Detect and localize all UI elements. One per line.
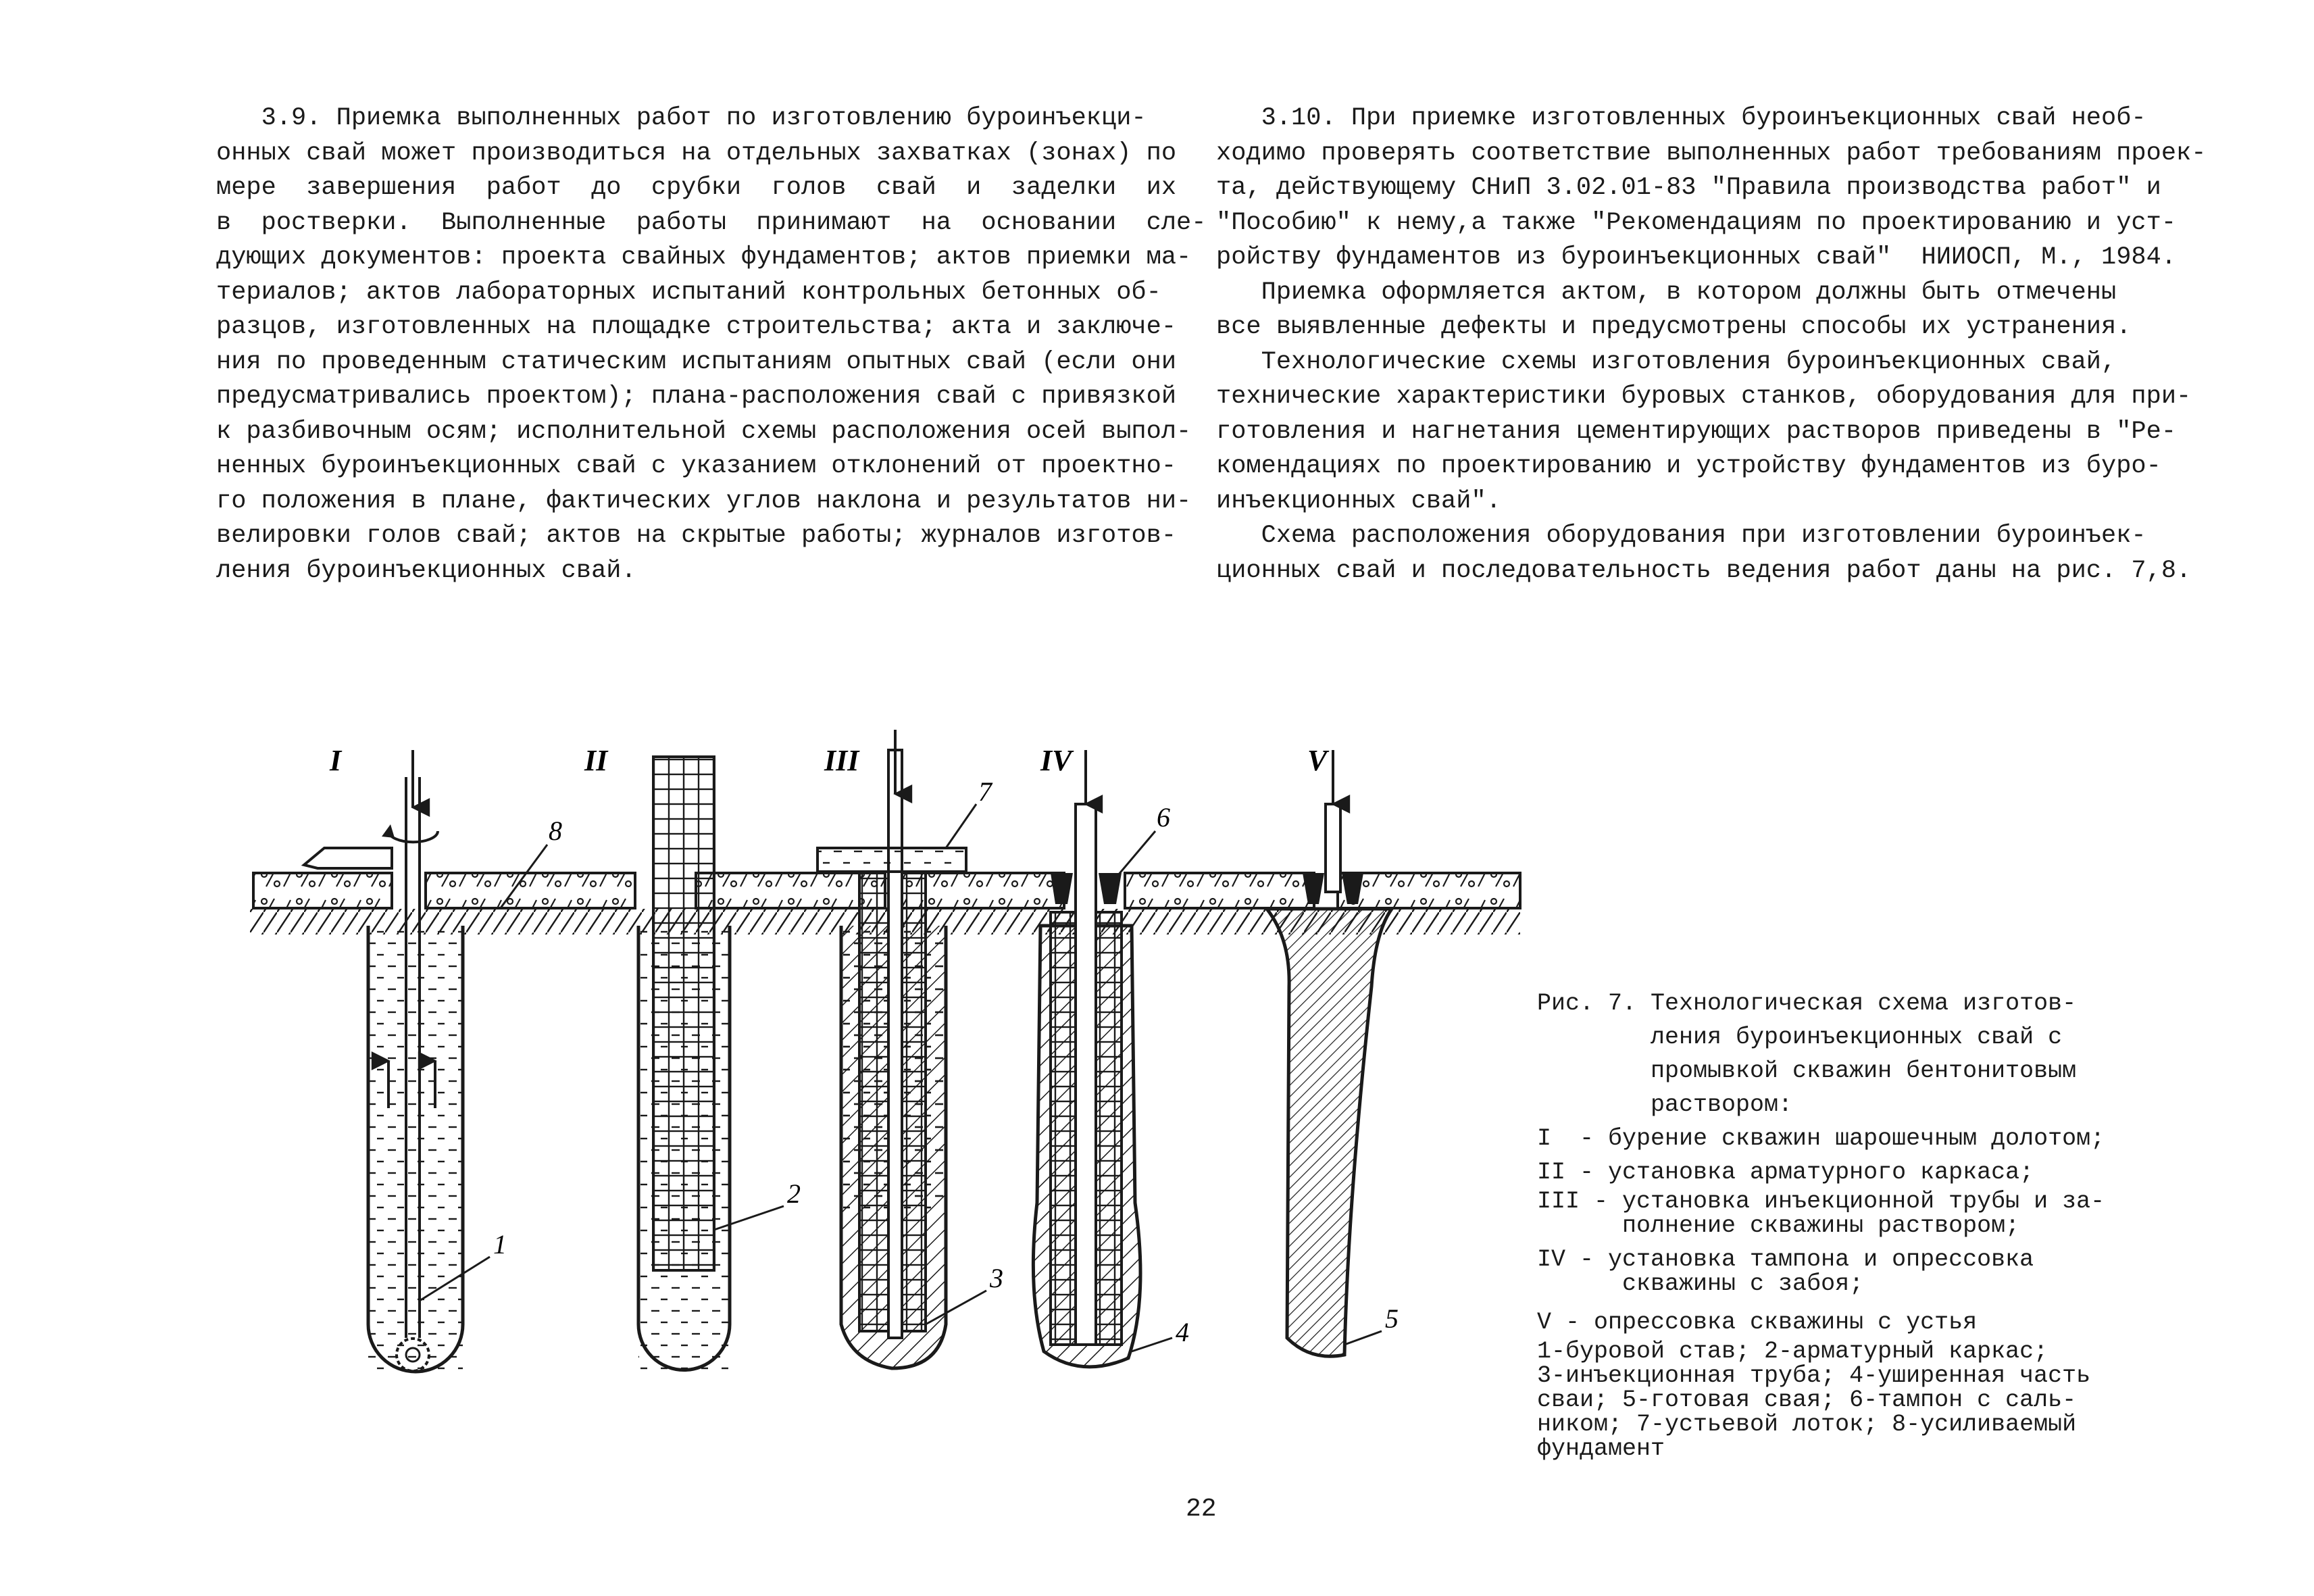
caption-line: 1-буровой став; 2-арматурный каркас; bbox=[1537, 1338, 2048, 1365]
caption-line: промывкой скважин бентонитовым bbox=[1537, 1057, 2077, 1084]
caption-line: Рис. 7. Технологическая схема изготов- bbox=[1537, 990, 2077, 1017]
text-line: ненных буроинъекционных свай с указанием отклонений от проектно- bbox=[216, 452, 1177, 480]
text-line: ления буроинъекционных свай. bbox=[216, 556, 636, 585]
caption-line: I - бурение скважин шарошечным долотом; bbox=[1537, 1125, 2105, 1152]
stage-label-5: V bbox=[1307, 744, 1328, 777]
caption-line: ления буроинъекционных свай с bbox=[1537, 1024, 2063, 1051]
text-line: Технологические схемы изготовления буроинъекционных свай, bbox=[1216, 347, 2117, 376]
figure-caption bbox=[1537, 987, 2280, 1461]
text-line: инъекционных свай". bbox=[1216, 487, 1501, 516]
text-line: го положения в плане, фактических углов наклона и результатов ни- bbox=[216, 487, 1192, 516]
text-line: ходимо проверять соответствие выполненных работ требованиям проек- bbox=[1216, 139, 2207, 168]
text-line: предусматривались проектом); плана-расположения свай с привязкой bbox=[216, 382, 1177, 411]
right-text-column bbox=[1216, 101, 2207, 589]
stage-3-injection bbox=[818, 730, 986, 1368]
text-line: териалов; актов лабораторных испытаний контрольных бетонных об- bbox=[216, 278, 1161, 307]
stage-label-4: IV bbox=[1040, 744, 1072, 777]
caption-item-list bbox=[1537, 1339, 2280, 1461]
caption-line: II - установка арматурного каркаса; bbox=[1537, 1159, 2034, 1186]
text-line: ройству фундаментов из буроинъекционных свай" НИИОСП, М., 1984. bbox=[1216, 243, 2177, 272]
text-line: в ростверки. Выполненные работы принимают на основании сле- bbox=[216, 208, 1207, 237]
text-line: мере завершения работ до срубки голов свай и заделки их bbox=[216, 174, 1177, 202]
caption-line: IV - установка тампона и опрессовка bbox=[1537, 1246, 2034, 1273]
stage-5-finished-pile bbox=[1267, 750, 1392, 1356]
pile-construction-figure bbox=[223, 730, 1527, 1487]
text-line: все выявленные дефекты и предусмотрены способы их устранения. bbox=[1216, 313, 2132, 341]
callout-2: 2 bbox=[787, 1178, 801, 1209]
callout-7: 7 bbox=[978, 776, 992, 807]
caption-line: сваи; 5-готовая свая; 6-тампон с саль- bbox=[1537, 1387, 2077, 1414]
stage-label-1: I bbox=[330, 744, 342, 777]
stage-label-2: II bbox=[584, 744, 608, 777]
text-line: ния по проведенным статическим испытаниям опытных свай (если они bbox=[216, 347, 1177, 376]
stage-2-cage bbox=[638, 757, 784, 1372]
caption-line: фундамент bbox=[1537, 1435, 1665, 1462]
caption-title bbox=[1537, 987, 2280, 1122]
text-line: комендациях по проектированию и устройству фундаментов из буро- bbox=[1216, 452, 2161, 480]
caption-line: 3-инъекционная труба; 4-уширенная часть bbox=[1537, 1362, 2091, 1389]
page-number: 22 bbox=[1186, 1495, 1217, 1524]
callout-4: 4 bbox=[1176, 1317, 1189, 1347]
callout-1: 1 bbox=[493, 1229, 507, 1260]
text-line: 3.10. При приемке изготовленных буроинъекционных свай необ- bbox=[1216, 104, 2146, 132]
caption-line: раствором: bbox=[1537, 1091, 1793, 1118]
text-line: Схема расположения оборудования при изготовлении буроинъек- bbox=[1216, 522, 2146, 550]
text-line: онных свай может производиться на отдельных захватках (зонах) по bbox=[216, 139, 1177, 168]
left-text-column bbox=[216, 101, 1207, 589]
caption-stage-list bbox=[1537, 1122, 2280, 1339]
text-line: дующих документов: проекта свайных фундаментов; актов приемки ма- bbox=[216, 243, 1192, 272]
text-line: та, действующему СНиП 3.02.01-83 "Правила производства работ" и bbox=[1216, 174, 2161, 202]
caption-line: скважины с забоя; bbox=[1537, 1270, 1864, 1297]
text-line: Приемка оформляется актом, в котором должны быть отмечены bbox=[1216, 278, 2117, 307]
text-line: ционных свай и последовательность ведения работ даны на рис. 7,8. bbox=[1216, 556, 2192, 585]
callout-3: 3 bbox=[990, 1263, 1003, 1293]
stage-label-3: III bbox=[824, 744, 859, 777]
stage-1-drilling bbox=[304, 750, 547, 1372]
text-line: разцов, изготовленных на площадке строительства; акта и заключе- bbox=[216, 313, 1177, 341]
caption-line: полнение скважины раствором; bbox=[1537, 1212, 2020, 1239]
text-line: велировки голов свай; актов на скрытые работы; журналов изготов- bbox=[216, 522, 1177, 550]
caption-line: III - установка инъекционной трубы и за- bbox=[1537, 1188, 2105, 1215]
caption-line: ником; 7-устьевой лоток; 8-усиливаемый bbox=[1537, 1411, 2077, 1438]
text-line: готовления и нагнетания цементирующих растворов приведены в "Ре- bbox=[1216, 417, 2177, 446]
callout-8: 8 bbox=[549, 816, 562, 846]
stage-4-packer bbox=[1033, 750, 1172, 1367]
text-line: технические характеристики буровых станков, оборудования для при- bbox=[1216, 382, 2192, 411]
text-line: к разбивочным осям; исполнительной схемы расположения осей выпол- bbox=[216, 417, 1192, 446]
text-line: "Пособию" к нему,а также "Рекомендациям по проектированию и уст- bbox=[1216, 208, 2177, 237]
caption-line: V - опрессовка скважины с устья bbox=[1537, 1309, 1978, 1336]
callout-6: 6 bbox=[1157, 802, 1170, 832]
callout-5: 5 bbox=[1385, 1303, 1399, 1334]
text-line: 3.9. Приемка выполненных работ по изготовлению буроинъекци- bbox=[216, 104, 1147, 132]
